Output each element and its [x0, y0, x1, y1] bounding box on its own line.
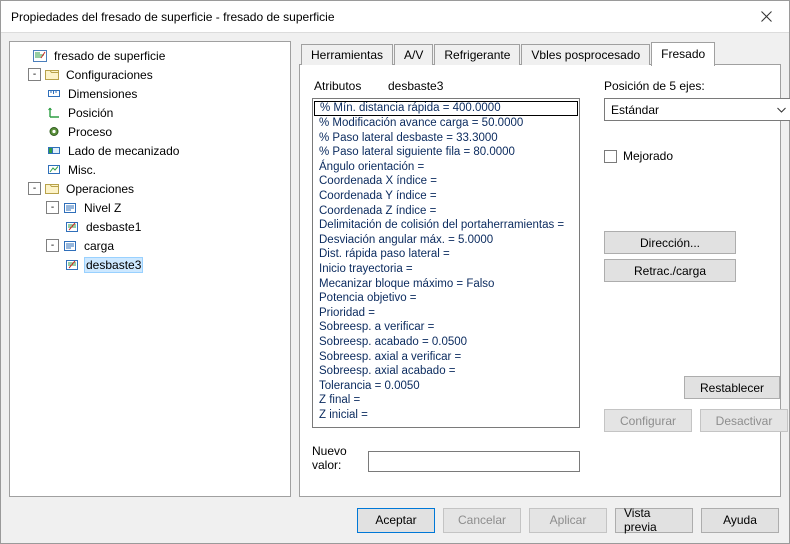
configure-button[interactable]: Configurar [604, 409, 692, 432]
tab-page-fresado [299, 64, 781, 497]
expander-icon[interactable]: - [46, 239, 59, 252]
position-label: Posición de 5 ejes: [604, 79, 705, 93]
tree-item-label: desbaste3 [86, 257, 142, 272]
tree-item-dimensiones[interactable] [14, 84, 288, 103]
attribute-row[interactable]: Coordenada Z índice = [319, 204, 437, 217]
attribute-row[interactable]: % Paso lateral siguiente fila = 80.0000 [319, 146, 515, 159]
improved-checkbox[interactable] [604, 150, 617, 163]
tree-item-desbaste1[interactable] [14, 217, 288, 236]
attribute-row[interactable]: Sobreesp. axial a verificar = [319, 350, 462, 363]
expander-icon[interactable]: - [28, 68, 41, 81]
op-icon [62, 238, 78, 254]
tree-item-lado-de-mecanizado[interactable] [14, 141, 288, 160]
op-icon [62, 200, 78, 216]
tab-vbles-posprocesado[interactable]: Vbles posprocesado [521, 44, 650, 65]
attribute-row[interactable]: Delimitación de colisión del portaherramientas = [319, 219, 565, 232]
tree-item-misc[interactable] [14, 160, 288, 179]
close-icon[interactable] [743, 1, 789, 32]
tab-panel [299, 41, 781, 497]
window-title: Propiedades del fresado de superficie - fresado de superficie [11, 9, 335, 24]
tree-item-label: Nivel Z [84, 200, 122, 215]
tree-item-label: Configuraciones [66, 67, 153, 82]
document-icon [32, 48, 48, 64]
tree-item-carga[interactable] [14, 236, 288, 255]
attribute-row[interactable]: Dist. rápida paso lateral = [319, 248, 450, 261]
axes-icon [46, 105, 62, 121]
tree-item-configuraciones[interactable] [14, 65, 288, 84]
attribute-row[interactable]: % Modificación avance carga = 50.0000 [319, 117, 524, 129]
attribute-row[interactable]: Z final = [319, 394, 361, 407]
tab-herramientas[interactable]: Herramientas [301, 44, 393, 65]
tree-item-label: Operaciones [66, 181, 135, 196]
new-value-input[interactable] [368, 451, 580, 472]
attribute-row[interactable]: Z inicial = [319, 408, 368, 421]
expander-icon[interactable]: - [46, 201, 59, 214]
attribute-row[interactable]: Mecanizar bloque máximo = Falso [319, 277, 495, 290]
retract-load-button[interactable]: Retrac./carga [604, 259, 736, 282]
new-value-row [312, 444, 580, 472]
accept-button[interactable]: Aceptar [357, 508, 435, 533]
folder-icon [44, 67, 60, 83]
tab-fresado[interactable]: Fresado [651, 42, 715, 66]
attributes-header [312, 79, 580, 93]
attribute-row[interactable]: Desviación angular máx. = 5.0000 [319, 233, 494, 246]
operations-tree[interactable] [9, 41, 291, 497]
attribute-row[interactable]: Sobreesp. axial acabado = [319, 365, 456, 378]
attribute-row[interactable]: Potencia objetivo = [319, 292, 417, 305]
tree-item-desbaste3[interactable] [14, 255, 288, 274]
tree-item-label: desbaste1 [86, 219, 142, 234]
attribute-row[interactable]: % Mín. distancia rápida = 400.0000 [314, 101, 578, 116]
tab-refrigerante[interactable]: Refrigerante [434, 44, 520, 65]
expander-placeholder [16, 49, 29, 62]
preview-button[interactable]: Vista previa [615, 508, 693, 533]
tree-item-label: Lado de mecanizado [68, 143, 180, 158]
tree-item-label: Proceso [68, 124, 113, 139]
attribute-row[interactable]: Sobreesp. a verificar = [319, 321, 435, 334]
new-value-label-line1: Nuevo [312, 444, 347, 458]
new-value-label [312, 444, 368, 472]
tree-item-label: Misc. [68, 162, 96, 177]
side-button-stack [604, 231, 736, 282]
attribute-row[interactable]: Coordenada Y índice = [319, 189, 437, 202]
attribute-row[interactable]: % Paso lateral desbaste = 33.3000 [319, 131, 498, 144]
reset-button[interactable]: Restablecer [684, 376, 780, 399]
tab-strip [299, 41, 781, 65]
dialog-footer [1, 497, 789, 543]
improved-checkbox-label: Mejorado [623, 149, 674, 163]
expander-icon[interactable]: - [28, 182, 41, 195]
misc-icon [46, 162, 62, 178]
folder-icon [44, 181, 60, 197]
improved-checkbox-row[interactable] [604, 149, 790, 163]
tree-item-proceso[interactable] [14, 122, 288, 141]
tree-item-label: fresado de superficie [54, 48, 166, 63]
position-select-value: Estándar [611, 102, 660, 117]
cancel-button[interactable]: Cancelar [443, 508, 521, 533]
attribute-row[interactable]: Tolerancia = 0.0050 [319, 379, 420, 392]
tool-icon [64, 257, 80, 273]
chevron-down-icon[interactable] [772, 99, 790, 120]
dialog-body [1, 33, 789, 497]
tree-item-nivel-z[interactable] [14, 198, 288, 217]
new-value-label-line2: valor: [312, 458, 342, 472]
tree-item-posicion[interactable] [14, 103, 288, 122]
bottom-button-pair [604, 409, 788, 432]
attributes-header-col1: Atributos [314, 79, 362, 93]
tree-item-label: Posición [68, 105, 114, 120]
attribute-row[interactable]: Ángulo orientación = [319, 160, 425, 173]
attribute-row[interactable]: Inicio trayectoria = [319, 262, 413, 275]
attributes-header-col2: desbaste3 [388, 79, 444, 93]
tree-item-label: Dimensiones [68, 86, 138, 101]
apply-button[interactable]: Aplicar [529, 508, 607, 533]
side-icon [46, 143, 62, 159]
tree-item-operaciones[interactable] [14, 179, 288, 198]
attribute-row[interactable]: Prioridad = [319, 306, 375, 319]
gear-icon [46, 124, 62, 140]
attribute-row[interactable]: Sobreesp. acabado = 0.0500 [319, 335, 468, 348]
attributes-column [312, 79, 580, 484]
side-column [580, 79, 790, 484]
deactivate-button[interactable]: Desactivar [700, 409, 788, 432]
ruler-icon [46, 86, 62, 102]
title-bar [1, 1, 789, 33]
attribute-row[interactable]: Coordenada X índice = [319, 175, 437, 188]
direction-button[interactable]: Dirección... [604, 231, 736, 254]
position-select[interactable] [604, 98, 790, 121]
help-button[interactable]: Ayuda [701, 508, 779, 533]
tree-item-root[interactable] [14, 46, 288, 65]
tab-av[interactable]: A/V [394, 44, 433, 65]
attributes-list[interactable] [312, 98, 580, 428]
tree-item-label: carga [84, 238, 115, 253]
tool-icon [64, 219, 80, 235]
